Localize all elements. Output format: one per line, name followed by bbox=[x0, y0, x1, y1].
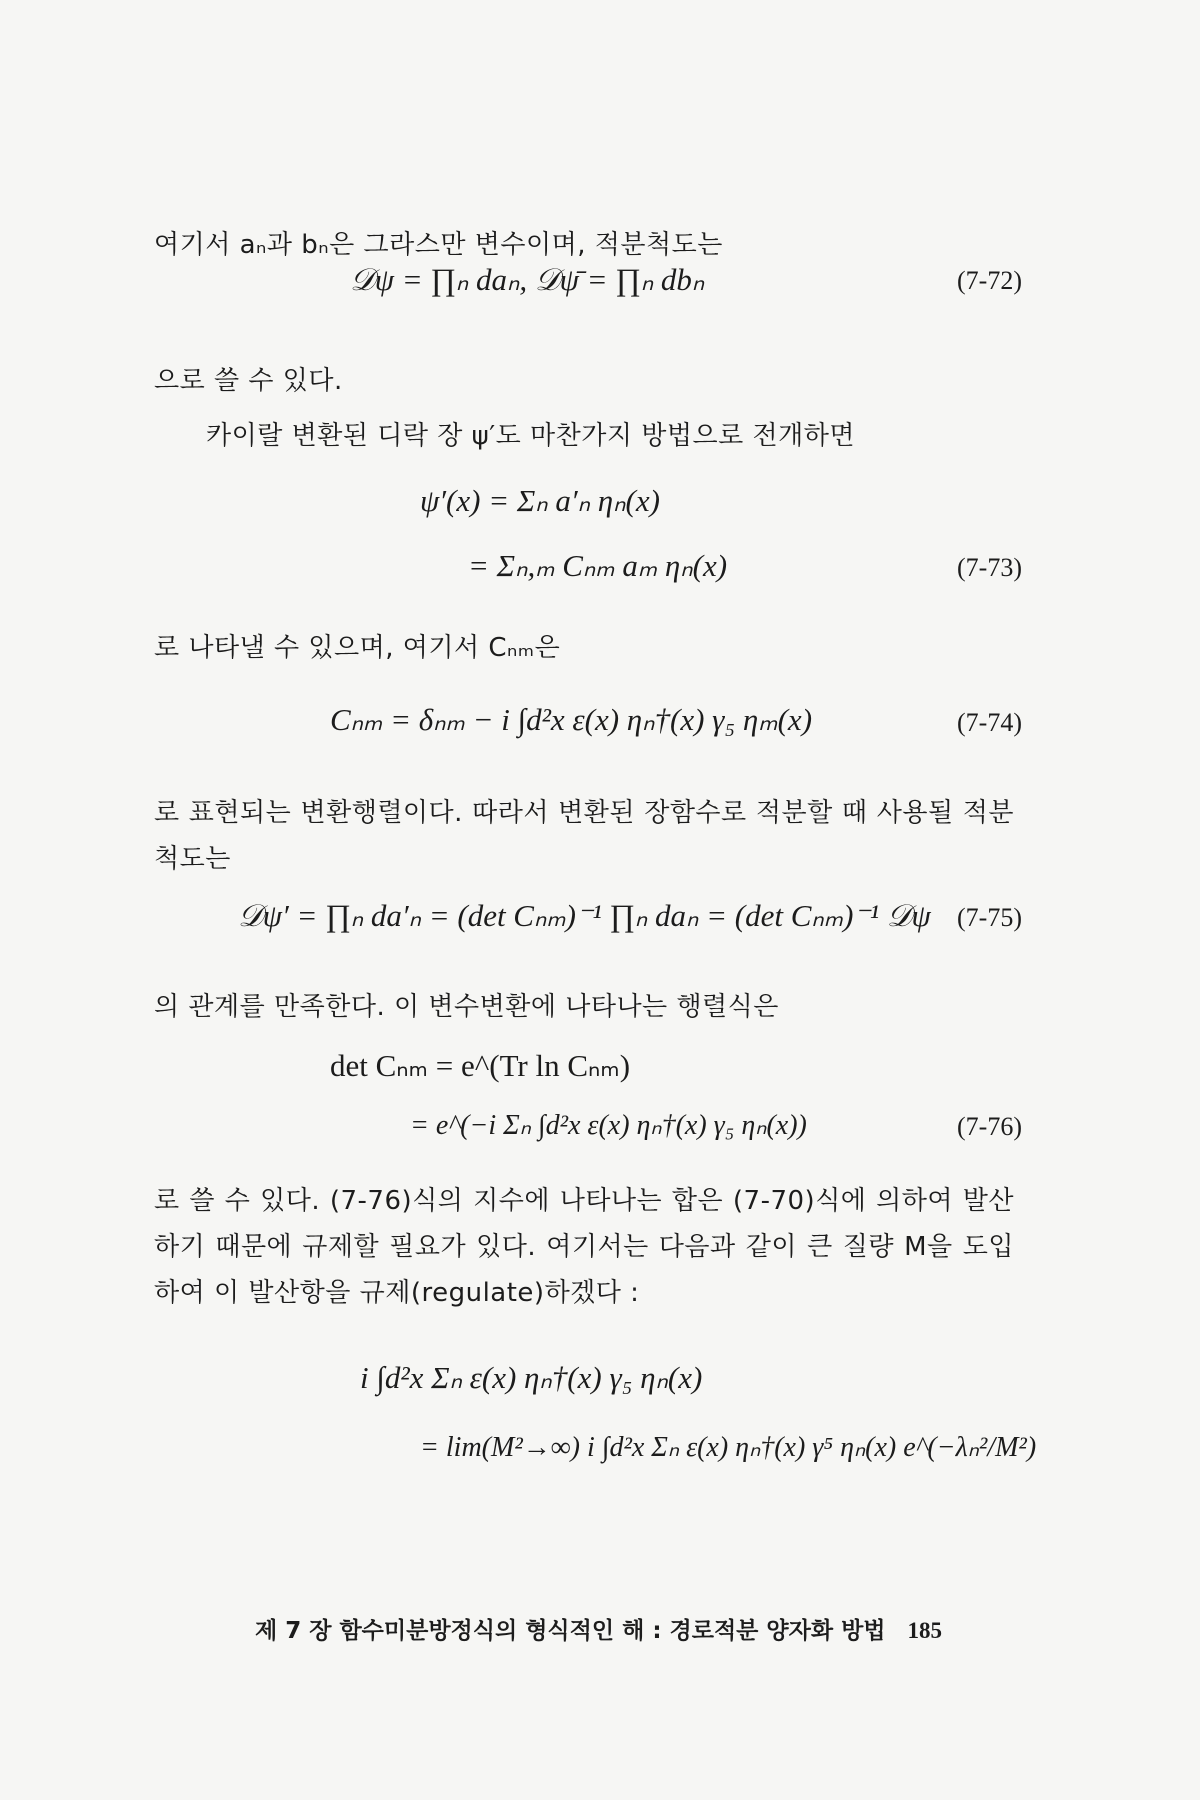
equation-regulated-line-2: = lim(M²→∞) i ∫d²x Σₙ ε(x) ηₙ†(x) γ⁵ ηₙ(x) e^(−λₙ²/M²) bbox=[420, 1432, 1037, 1463]
equation-number-7-73: (7-73) bbox=[957, 553, 1022, 582]
page-footer bbox=[255, 1612, 942, 1645]
paragraph-4: 로 나타낼 수 있으며, 여기서 Cₙₘ은 bbox=[154, 633, 561, 663]
equation-regulated-line-1: i ∫d²x Σₙ ε(x) ηₙ†(x) γ₅ ηₙ(x) bbox=[360, 1360, 703, 1395]
paragraph-6: 의 관계를 만족한다. 이 변수변환에 나타나는 행렬식은 bbox=[154, 992, 779, 1022]
equation-7-73-line-1: ψ′(x) = Σₙ a′ₙ ηₙ(x) bbox=[420, 483, 660, 518]
equation-number-7-72: (7-72) bbox=[957, 266, 1022, 295]
equation-7-72: 𝒟ψ = ∏ₙ daₙ, 𝒟ψ̄ = ∏ₙ dbₙ bbox=[350, 262, 705, 297]
equation-number-7-74: (7-74) bbox=[957, 708, 1022, 737]
paragraph-1: 여기서 aₙ과 bₙ은 그라스만 변수이며, 적분척도는 bbox=[154, 230, 723, 260]
equation-number-7-76: (7-76) bbox=[957, 1112, 1022, 1141]
equation-7-76-line-2: = e^(−i Σₙ ∫d²x ε(x) ηₙ†(x) γ₅ ηₙ(x)) bbox=[410, 1110, 807, 1141]
equation-7-76-line-1: det Cₙₘ = e^(Tr ln Cₙₘ) bbox=[330, 1048, 631, 1083]
equation-number-7-75: (7-75) bbox=[957, 903, 1022, 932]
chapter-title: 제 7 장 함수미분방정식의 형식적인 해 : 경로적분 양자화 방법 bbox=[255, 1618, 886, 1644]
page-number: 185 bbox=[907, 1618, 942, 1643]
paragraph-7: 로 쓸 수 있다. (7-76)식의 지수에 나타나는 합은 (7-70)식에 의하여 발산하기 때문에 규제할 필요가 있다. 여기서는 다음과 같이 큰 질량 M을 도입하여 이 발산항을 규제(regulate)하겠다 : bbox=[154, 1186, 1014, 1308]
equation-7-74: Cₙₘ = δₙₘ − i ∫d²x ε(x) ηₙ†(x) γ₅ ηₘ(x) bbox=[330, 702, 813, 737]
equation-7-75: 𝒟ψ′ = ∏ₙ da′ₙ = (det Cₙₘ)⁻¹ ∏ₙ daₙ = (det Cₙₘ)⁻¹ 𝒟ψ bbox=[238, 898, 931, 933]
paragraph-3: 카이랄 변환된 디락 장 ψ′도 마찬가지 방법으로 전개하면 bbox=[206, 421, 855, 451]
equation-7-73-line-2: = Σₙ,ₘ Cₙₘ aₘ ηₙ(x) bbox=[468, 548, 728, 583]
paragraph-2: 으로 쓸 수 있다. bbox=[154, 366, 343, 396]
paragraph-5: 로 표현되는 변환행렬이다. 따라서 변환된 장함수로 적분할 때 사용될 적분척도는 bbox=[154, 798, 1014, 874]
